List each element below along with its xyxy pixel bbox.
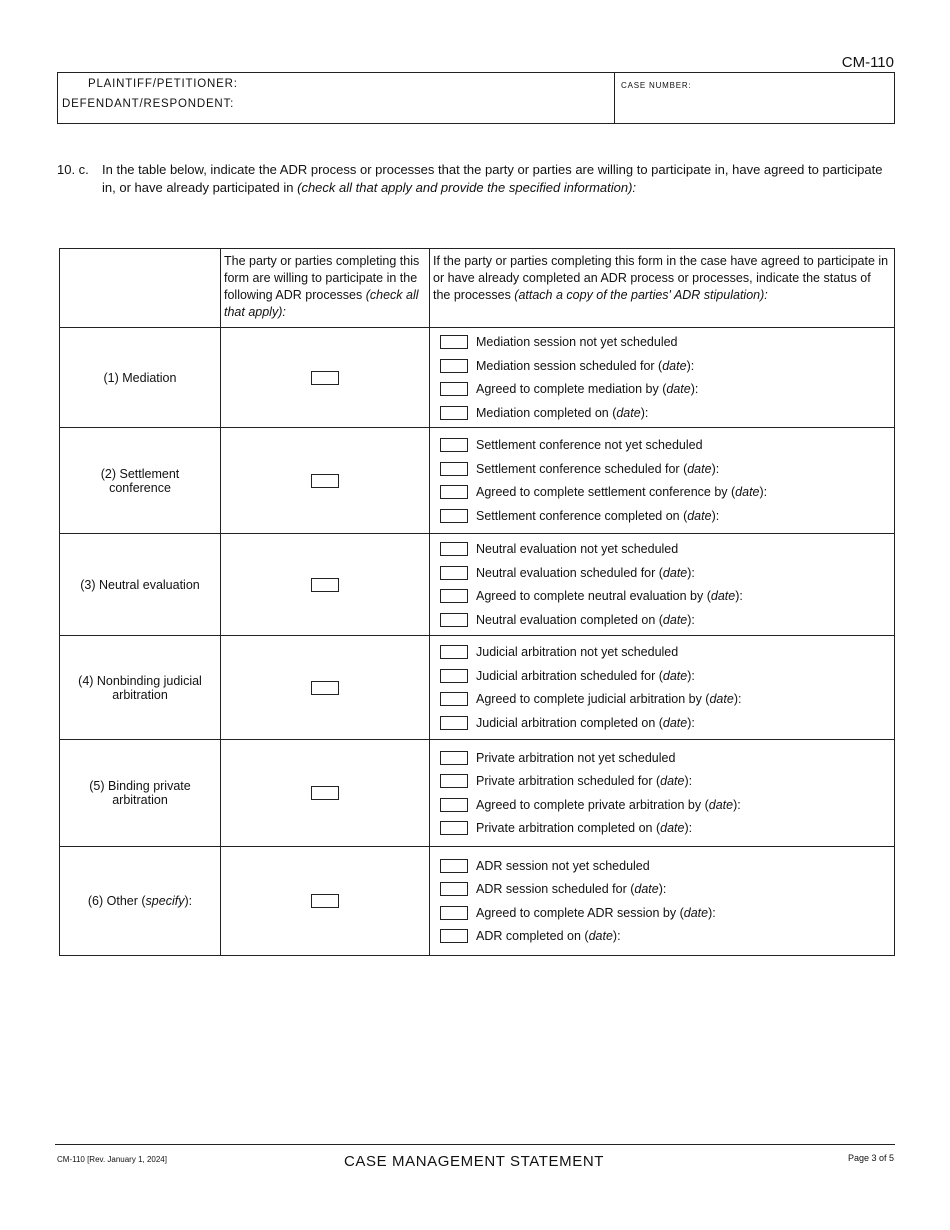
process-name: (4) Nonbinding judicial arbitration xyxy=(78,673,202,702)
status-suffix: ): xyxy=(690,382,699,397)
status-checkbox[interactable] xyxy=(440,692,468,706)
status-suffix: ): xyxy=(640,405,649,420)
status-suffix: ): xyxy=(684,774,693,789)
status-cell xyxy=(430,636,895,740)
status-suffix: ): xyxy=(687,715,695,730)
header-status-italic: (attach a copy of the parties' ADR stipulation): xyxy=(514,288,768,302)
table-row xyxy=(60,328,895,428)
status-option[interactable] xyxy=(440,538,884,562)
process-name: (5) Binding private arbitration xyxy=(89,779,191,807)
table-row xyxy=(60,534,895,636)
status-suffix: ): xyxy=(612,929,621,944)
item-number: 10. c. xyxy=(57,162,89,177)
status-date-label: date xyxy=(687,508,712,523)
header-status-text: If the party or parties completing this form in the case have agreed to participate in or have already completed an ADR process or processes, indicate the status of the processes xyxy=(433,254,889,302)
status-date-label: date xyxy=(588,929,613,944)
status-checkbox[interactable] xyxy=(440,798,468,812)
status-option[interactable] xyxy=(440,608,884,632)
status-text: Mediation session scheduled for ( xyxy=(476,358,663,373)
status-option[interactable] xyxy=(440,504,884,528)
plaintiff-label: PLAINTIFF/PETITIONER: xyxy=(88,78,238,90)
status-option[interactable] xyxy=(440,878,884,902)
status-text: Neutral evaluation completed on ( xyxy=(476,612,663,627)
status-option[interactable] xyxy=(440,457,884,481)
willing-checkbox[interactable] xyxy=(311,474,339,488)
status-option[interactable] xyxy=(440,641,884,665)
status-checkbox[interactable] xyxy=(440,716,468,730)
status-option[interactable] xyxy=(440,817,884,841)
status-date-label: date xyxy=(662,565,688,580)
process-name: (6) Other ( xyxy=(87,894,146,908)
status-option[interactable] xyxy=(440,481,884,505)
status-option[interactable] xyxy=(440,354,884,378)
header-empty xyxy=(60,249,221,328)
status-text: Private arbitration completed on ( xyxy=(476,821,661,836)
status-text: Judicial arbitration scheduled for ( xyxy=(476,668,663,683)
status-suffix: ): xyxy=(711,461,720,476)
status-date-label: date xyxy=(662,612,688,627)
status-checkbox[interactable] xyxy=(440,821,468,835)
status-date-label: date xyxy=(662,358,687,373)
status-date-label: date xyxy=(634,882,659,897)
willing-cell xyxy=(221,428,430,534)
status-option[interactable] xyxy=(440,585,884,609)
status-suffix: ): xyxy=(687,668,695,683)
status-option[interactable] xyxy=(440,378,884,402)
status-suffix: ): xyxy=(711,508,720,523)
status-date-label: date xyxy=(660,774,685,789)
header-willing-italic: (check all that apply): xyxy=(224,288,419,319)
status-date-label: date xyxy=(666,382,691,397)
willing-cell xyxy=(221,636,430,740)
item-10c xyxy=(57,161,887,197)
status-cell xyxy=(430,534,895,636)
status-text: Agreed to complete private arbitration by ( xyxy=(476,797,709,812)
status-checkbox[interactable] xyxy=(440,406,468,420)
adr-process-label xyxy=(60,328,221,428)
status-checkbox[interactable] xyxy=(440,613,468,627)
willing-cell xyxy=(221,534,430,636)
status-cell xyxy=(430,740,895,847)
status-text: Judicial arbitration not yet scheduled xyxy=(476,645,679,660)
footer-title: CASE MANAGEMENT STATEMENT xyxy=(344,1153,605,1170)
status-suffix: ): xyxy=(733,692,742,707)
footer-page: Page 3 of 5 xyxy=(847,1153,894,1163)
status-cell xyxy=(430,847,895,956)
process-name: (3) Neutral evaluation xyxy=(80,577,200,592)
status-date-label: date xyxy=(662,668,688,683)
footer-rule xyxy=(55,1144,895,1145)
table-row xyxy=(60,740,895,847)
status-text: Settlement conference scheduled for ( xyxy=(476,461,688,476)
status-date-label: date xyxy=(708,797,734,812)
status-date-label: date xyxy=(710,589,736,604)
willing-checkbox[interactable] xyxy=(311,786,339,800)
status-option[interactable] xyxy=(440,793,884,817)
status-checkbox[interactable] xyxy=(440,906,468,920)
willing-checkbox[interactable] xyxy=(311,681,339,695)
status-checkbox[interactable] xyxy=(440,509,468,523)
status-text: ADR session not yet scheduled xyxy=(476,858,650,873)
adr-process-label xyxy=(60,740,221,847)
status-date-label: date xyxy=(616,405,641,420)
status-text: Neutral evaluation not yet scheduled xyxy=(476,542,679,557)
adr-process-label xyxy=(60,847,221,956)
status-checkbox[interactable] xyxy=(440,929,468,943)
header-willing-text: The party or parties completing this form are willing to participate in the following ADR processes xyxy=(224,254,420,302)
status-text: Agreed to complete judicial arbitration by ( xyxy=(476,692,710,707)
status-cell xyxy=(430,428,895,534)
item-text: In the table below, indicate the ADR process or processes that the party or parties are willing to participate in, have agreed to participate in, or have already participated in xyxy=(102,162,883,195)
status-text: Settlement conference completed on ( xyxy=(476,508,688,523)
status-suffix: ): xyxy=(658,882,667,897)
status-text: Private arbitration not yet scheduled xyxy=(476,750,676,765)
status-option[interactable] xyxy=(440,770,884,794)
case-number-label: CASE NUMBER: xyxy=(621,81,692,90)
status-checkbox[interactable] xyxy=(440,359,468,373)
table-row xyxy=(60,847,895,956)
status-option[interactable] xyxy=(440,925,884,949)
status-option[interactable] xyxy=(440,664,884,688)
status-option[interactable] xyxy=(440,434,884,458)
willing-checkbox[interactable] xyxy=(311,371,339,385)
table-row xyxy=(60,428,895,534)
status-text: Private arbitration scheduled for ( xyxy=(476,774,661,789)
status-text: Neutral evaluation scheduled for ( xyxy=(476,565,663,580)
defendant-label: DEFENDANT/RESPONDENT: xyxy=(62,98,235,110)
status-checkbox[interactable] xyxy=(440,669,468,683)
status-cell xyxy=(430,328,895,428)
header-status xyxy=(430,249,895,328)
willing-checkbox[interactable] xyxy=(311,578,339,592)
item-text-italic: (check all that apply and provide the specified information): xyxy=(297,180,637,195)
status-checkbox[interactable] xyxy=(440,589,468,603)
status-suffix: ): xyxy=(684,821,693,836)
status-option[interactable] xyxy=(440,331,884,355)
status-checkbox[interactable] xyxy=(440,882,468,896)
adr-process-label xyxy=(60,534,221,636)
willing-cell xyxy=(221,328,430,428)
table-header-row xyxy=(60,249,895,328)
status-checkbox[interactable] xyxy=(440,335,468,349)
status-suffix: ): xyxy=(733,797,741,812)
status-option[interactable] xyxy=(440,688,884,712)
status-date-label: date xyxy=(683,905,709,920)
status-date-label: date xyxy=(660,821,685,836)
form-number: CM-110 xyxy=(841,54,894,71)
status-option[interactable] xyxy=(440,401,884,425)
process-name-italic: specify xyxy=(145,894,185,908)
footer-revision: CM-110 [Rev. January 1, 2024] xyxy=(57,1155,167,1164)
status-date-label: date xyxy=(709,692,734,707)
status-checkbox[interactable] xyxy=(440,462,468,476)
status-option[interactable] xyxy=(440,746,884,770)
status-checkbox[interactable] xyxy=(440,542,468,556)
process-name-suffix: ): xyxy=(184,894,193,908)
status-option[interactable] xyxy=(440,901,884,925)
adr-process-label xyxy=(60,428,221,534)
status-suffix: ): xyxy=(759,485,768,500)
process-name: (2) Settlement conference xyxy=(100,466,180,495)
status-option[interactable] xyxy=(440,854,884,878)
status-date-label: date xyxy=(687,461,712,476)
status-checkbox[interactable] xyxy=(440,485,468,499)
status-checkbox[interactable] xyxy=(440,859,468,873)
status-text: Agreed to complete neutral evaluation by ( xyxy=(476,589,711,604)
status-checkbox[interactable] xyxy=(440,751,468,765)
willing-checkbox[interactable] xyxy=(311,894,339,908)
status-text: Agreed to complete mediation by ( xyxy=(476,382,667,397)
status-checkbox[interactable] xyxy=(440,438,468,452)
status-checkbox[interactable] xyxy=(440,645,468,659)
status-suffix: ): xyxy=(687,565,695,580)
willing-cell xyxy=(221,740,430,847)
case-caption xyxy=(57,72,895,124)
status-option[interactable] xyxy=(440,711,884,735)
status-suffix: ): xyxy=(687,612,695,627)
status-text: Agreed to complete settlement conference by ( xyxy=(476,485,736,500)
status-text: Mediation completed on ( xyxy=(476,405,617,420)
adr-table xyxy=(59,248,895,956)
status-date-label: date xyxy=(662,715,688,730)
status-text: ADR session scheduled for ( xyxy=(476,882,635,897)
process-name: (1) Mediation xyxy=(103,370,177,385)
header-willing xyxy=(221,249,430,328)
status-option[interactable] xyxy=(440,561,884,585)
status-date-label: date xyxy=(735,485,760,500)
status-checkbox[interactable] xyxy=(440,382,468,396)
table-row xyxy=(60,636,895,740)
status-text: Agreed to complete ADR session by ( xyxy=(476,905,684,920)
status-text: Settlement conference not yet scheduled xyxy=(476,438,703,453)
status-text: Judicial arbitration completed on ( xyxy=(476,715,663,730)
status-suffix: ): xyxy=(735,589,743,604)
status-text: ADR completed on ( xyxy=(476,929,589,944)
adr-process-label xyxy=(60,636,221,740)
status-checkbox[interactable] xyxy=(440,774,468,788)
status-text: Mediation session not yet scheduled xyxy=(476,335,678,350)
status-suffix: ): xyxy=(708,905,716,920)
status-suffix: ): xyxy=(686,358,695,373)
willing-cell xyxy=(221,847,430,956)
status-checkbox[interactable] xyxy=(440,566,468,580)
case-number-field[interactable] xyxy=(615,73,894,123)
